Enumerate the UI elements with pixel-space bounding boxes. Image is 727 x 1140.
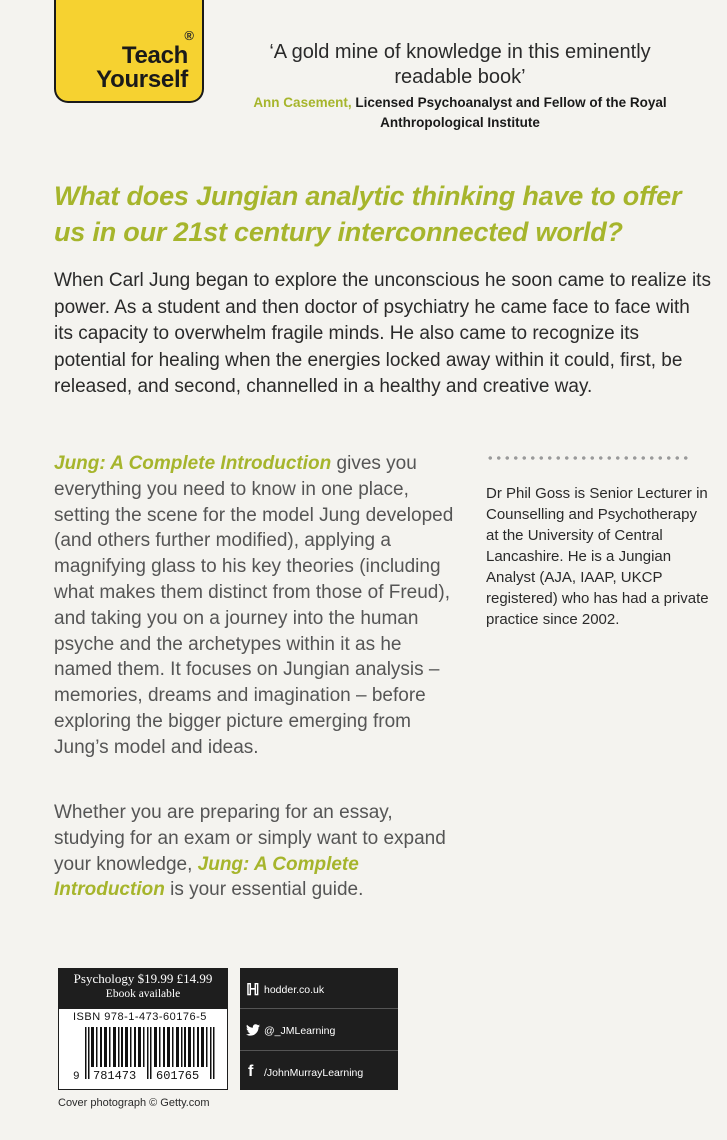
- twitter-bird-icon: [246, 1023, 260, 1037]
- twitter-label: @_JMLearning: [264, 1025, 336, 1037]
- quote-attribution: [250, 93, 670, 133]
- headline: What does Jungian analytic thinking have to offer us in our 21st century interconnected world?: [54, 181, 682, 247]
- social-links-panel: [240, 968, 398, 1090]
- intro-paragraph: When Carl Jung began to explore the unconscious he soon came to realize its power. As a student and then doctor of psychiatry he came face to face with its capacity to overwhelm fragile minds. He also came to recognize its potential for healing when the energies locked away within it could, first, be released, and second, channelled in a healthy and creative way.: [54, 270, 711, 397]
- review-quote: ‘A gold mine of knowledge in this eminently readable book’: [269, 41, 651, 88]
- teach-yourself-logo: [54, 0, 204, 103]
- facebook-label: /JohnMurrayLearning: [264, 1067, 364, 1079]
- closing-book-title: Jung: A Complete Introduction: [54, 853, 359, 901]
- social-divider: [240, 1008, 398, 1009]
- logo-line-1: Teach: [121, 42, 188, 69]
- barcode-digits-group-2: 601765: [156, 1069, 200, 1083]
- logo-line-2: Yourself: [96, 66, 188, 93]
- closing-paragraph: [54, 800, 464, 903]
- isbn-text: ISBN 978-1-473-60176-5: [73, 1011, 207, 1023]
- registered-mark: ®: [184, 28, 194, 43]
- barcode-box: [58, 1008, 228, 1090]
- twitter-link[interactable]: [240, 1021, 398, 1041]
- barcode-digits-group-1: 781473: [93, 1069, 137, 1083]
- dotted-divider: [486, 455, 691, 461]
- hodder-h-icon: ℍ: [246, 982, 260, 999]
- description-paragraph: [54, 451, 464, 761]
- hodder-label: hodder.co.uk: [264, 984, 325, 996]
- facebook-link[interactable]: [240, 1063, 398, 1083]
- social-divider: [240, 1050, 398, 1051]
- price-line: Psychology $19.99 £14.99: [73, 971, 213, 986]
- closing-before: Whether you are preparing for an essay, studying for an exam or simply want to expand your knowledge,: [54, 802, 446, 875]
- book-title-inline: Jung: A Complete Introduction: [54, 453, 332, 474]
- description-text: gives you everything you need to know in one place, setting the scene for the model Jung developed (and others further modified), applying a magnifying glass to his key theories (including what makes them distinct from those of Freud), and taking you on a journey into the human psyche and the archetypes within it as he named them. It focuses on Jungian analysis – memories, dreams and imagination – before exploring the bigger picture emerging from Jung’s model and ideas.: [54, 453, 454, 758]
- barcode-digit-first: 9: [73, 1071, 80, 1083]
- facebook-f-icon: f: [248, 1063, 254, 1080]
- quote-credentials: Licensed Psychoanalyst and Fellow of the Royal Anthropological Institute: [351, 95, 667, 130]
- closing-after: is your essential guide.: [164, 879, 364, 901]
- cover-photo-credit: Cover photograph © Getty.com: [58, 1097, 210, 1109]
- quote-author: Ann Casement,: [253, 95, 352, 110]
- price-box: [58, 968, 228, 1008]
- author-bio: Dr Phil Goss is Senior Lecturer in Counselling and Psychotherapy at the University of Central Lancashire. He is a Jungian Analyst (AJA, IAAP, UKCP registered) who has had a private practice since 2002.: [486, 485, 709, 628]
- ebook-note: Ebook available: [105, 988, 181, 1000]
- hodder-link[interactable]: [240, 980, 398, 1000]
